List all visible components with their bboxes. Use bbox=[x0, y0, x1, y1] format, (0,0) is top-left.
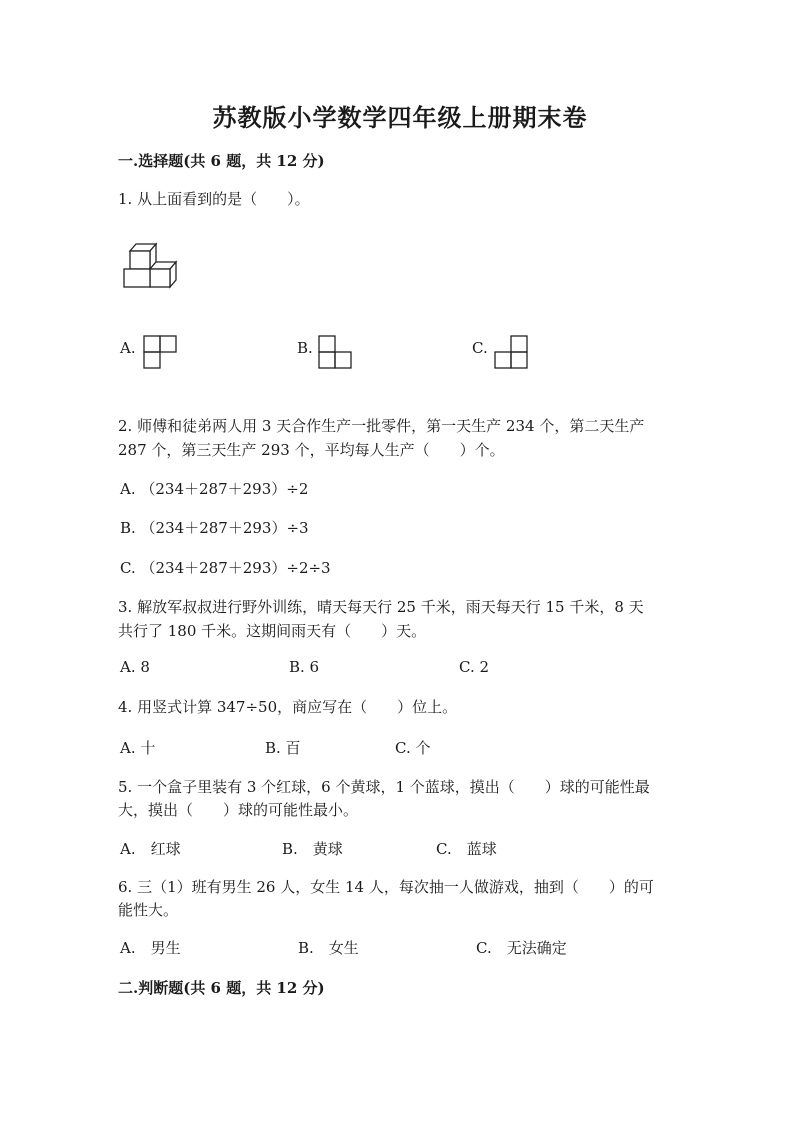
question-5-line-1: 5. 一个盒子里装有 3 个红球，6 个黄球，1 个蓝球，摸出（ ）球的可能性最 bbox=[118, 778, 650, 796]
option-a-view-icon bbox=[143, 335, 177, 369]
question-4-option-c: C. 个 bbox=[395, 739, 431, 757]
question-6-option-a: A. 男生 bbox=[120, 939, 181, 957]
question-6-option-c: C. 无法确定 bbox=[476, 939, 567, 957]
question-2-option-a: A. （234＋287＋293）÷2 bbox=[120, 480, 309, 498]
question-2-option-c: C. （234＋287＋293）÷2÷3 bbox=[120, 559, 331, 577]
question-5-option-c: C. 蓝球 bbox=[436, 840, 497, 858]
section-heading-choice: 一.选择题(共 6 题，共 12 分) bbox=[118, 152, 325, 170]
question-1-option-a: A. bbox=[120, 339, 136, 357]
question-5-line-2: 大，摸出（ ）球的可能性最小。 bbox=[118, 801, 359, 819]
cube-stack-figure bbox=[118, 240, 182, 288]
question-3-line-1: 3. 解放军叔叔进行野外训练，晴天每天行 25 千米，雨天每天行 15 千米，8 天 bbox=[118, 598, 644, 616]
question-1-line-1: 1. 从上面看到的是（ ）。 bbox=[118, 190, 310, 208]
question-6-line-2: 能性大。 bbox=[118, 901, 179, 919]
question-3-option-b: B. 6 bbox=[289, 658, 320, 676]
question-2-line-2: 287 个，第三天生产 293 个，平均每人生产（ ）个。 bbox=[118, 441, 505, 459]
question-5-option-b: B. 黄球 bbox=[282, 840, 343, 858]
question-2-line-1: 2. 师傅和徒弟两人用 3 天合作生产一批零件，第一天生产 234 个，第二天生产 bbox=[118, 417, 645, 435]
question-3-option-a: A. 8 bbox=[120, 658, 150, 676]
question-5-option-a: A. 红球 bbox=[120, 840, 181, 858]
question-4-line-1: 4. 用竖式计算 347÷50，商应写在（ ）位上。 bbox=[118, 698, 458, 716]
question-4-option-a: A. 十 bbox=[120, 739, 156, 757]
question-6-line-1: 6. 三（1）班有男生 26 人，女生 14 人，每次抽一人做游戏，抽到（ ）的可 bbox=[118, 878, 654, 896]
question-3-line-2: 共行了 180 千米。这期间雨天有（ ）天。 bbox=[118, 622, 427, 640]
page-title: 苏教版小学数学四年级上册期末卷 bbox=[212, 103, 588, 132]
question-4-option-b: B. 百 bbox=[265, 739, 301, 757]
question-1-option-c: C. bbox=[472, 339, 488, 357]
question-3-option-c: C. 2 bbox=[459, 658, 490, 676]
option-b-view-icon bbox=[318, 335, 352, 369]
option-c-view-icon bbox=[494, 335, 528, 369]
question-6-option-b: B. 女生 bbox=[298, 939, 359, 957]
question-1-option-b: B. bbox=[297, 339, 313, 357]
section-heading-judgement: 二.判断题(共 6 题，共 12 分) bbox=[118, 979, 325, 997]
question-2-option-b: B. （234＋287＋293）÷3 bbox=[120, 519, 309, 537]
